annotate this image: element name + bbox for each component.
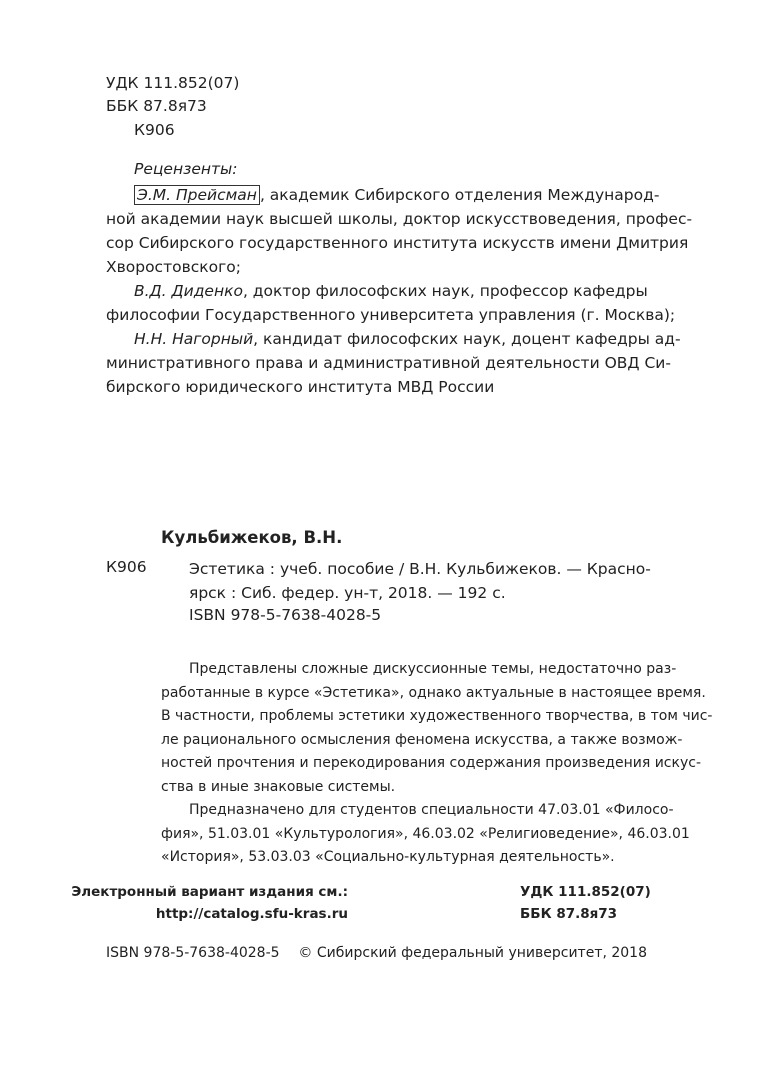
footer-bbk: ББК 87.8я73 xyxy=(520,906,618,922)
udk-code: УДК 111.852(07) xyxy=(106,74,240,92)
record-isbn: ISBN 978-5-7638-4028-5 xyxy=(189,606,382,624)
reviewer-3-name: Н.Н. Нагорный xyxy=(134,330,254,348)
reviewer-2-text: , доктор философских наук, профессор кафедры xyxy=(242,282,648,300)
annotation-line: ностей прочтения и перекодирования содержания произведения искус- xyxy=(161,755,701,771)
annotation-line: В частности, проблемы эстетики художественного творчества, в том чис- xyxy=(161,708,713,724)
reviewer-2-line-2: философии Государственного университета управления (г. Москва); xyxy=(106,306,676,324)
annotation-line: ства в иные знаковые системы. xyxy=(161,778,396,795)
reviewer-3-line-3: бирского юридического института МВД России xyxy=(106,378,495,396)
record-author-sign: К906 xyxy=(106,558,147,576)
bbk-code: ББК 87.8я73 xyxy=(106,97,207,115)
record-line-2: ярск : Сиб. федер. ун-т, 2018. — 192 с. xyxy=(189,584,506,602)
reviewer-2 xyxy=(106,279,676,327)
annotation xyxy=(161,658,713,870)
reviewer-2-line-1 xyxy=(106,279,647,303)
electronic-version-url[interactable]: http://catalog.sfu-kras.ru xyxy=(155,906,348,922)
record-author: Кульбижеков, В.Н. xyxy=(161,528,343,547)
reviewer-3-line-2: министративного права и административной деятельности ОВД Си- xyxy=(106,354,671,372)
reviewer-1 xyxy=(106,183,693,279)
reviewer-3 xyxy=(106,327,681,399)
record-line-1: Эстетика : учеб. пособие / В.Н. Кульбижеков. — Красно- xyxy=(189,560,651,578)
record-description xyxy=(189,557,651,605)
footer-udk: УДК 111.852(07) xyxy=(520,884,651,900)
annotation-line: ле рационального осмысления феномена искусства, а также возмож- xyxy=(161,731,683,748)
annotation-line: Предназначено для студентов специальности 47.03.01 «Филосо- xyxy=(189,802,674,818)
annotation-line: Представлены сложные дискуссионные темы, недостаточно раз- xyxy=(189,661,677,677)
reviewer-3-line-1 xyxy=(106,327,681,351)
reviewer-3-text: , кандидат философских наук, доцент кафедры ад- xyxy=(253,330,681,348)
annotation-line: фия», 51.03.01 «Культурология», 46.03.02 «Религиоведение», 46.03.01 xyxy=(161,825,690,842)
reviewer-1-text: , академик Сибирского отделения Международ- xyxy=(259,186,660,204)
annotation-line: работанные в курсе «Эстетика», однако актуальные в настоящее время. xyxy=(161,684,706,701)
reviewer-1-line-3: сор Сибирского государственного института искусств имени Дмитрия xyxy=(106,234,689,252)
electronic-version-label: Электронный вариант издания см.: xyxy=(71,884,348,900)
reviewers-heading: Рецензенты: xyxy=(134,160,238,178)
reviewer-1-name: Э.М. Прейсман xyxy=(134,185,260,205)
annotation-line: «История», 53.03.03 «Социально-культурная деятельность». xyxy=(161,849,615,865)
reviewer-1-line-1 xyxy=(106,183,660,207)
footer-isbn: ISBN 978-5-7638-4028-5 xyxy=(106,945,280,961)
reviewer-1-line-4: Хворостовского; xyxy=(106,258,241,276)
reviewer-2-name: В.Д. Диденко xyxy=(134,282,243,300)
author-sign: К906 xyxy=(134,121,175,139)
copyright: © Сибирский федеральный университет, 2018 xyxy=(298,945,647,961)
reviewer-1-line-2: ной академии наук высшей школы, доктор искусствоведения, профес- xyxy=(106,210,693,228)
